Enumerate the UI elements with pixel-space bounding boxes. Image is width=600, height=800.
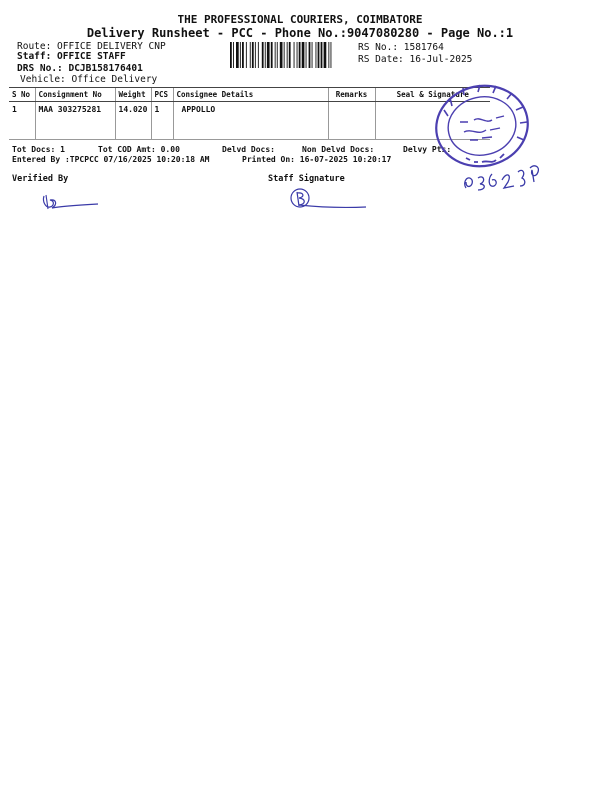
handwritten-number: [460, 156, 550, 196]
non-delivered-docs: Non Delvd Docs:: [302, 145, 375, 154]
col-header-weight: Weight: [115, 88, 151, 102]
printed-on: Printed On: 16-07-2025 10:20:17: [242, 155, 392, 164]
cell-pcs: 1: [151, 102, 173, 140]
staff-signature-label: Staff Signature: [268, 174, 345, 184]
entered-by: Entered By :TPCPCC 07/16/2025 10:20:18 AM: [12, 155, 210, 164]
cell-consignment: MAA 303275281: [35, 102, 115, 140]
delivered-docs: Delvd Docs:: [222, 145, 275, 154]
rs-number: RS No.: 1581764: [358, 42, 444, 53]
company-name: THE PROFESSIONAL COURIERS, COIMBATORE: [177, 13, 423, 26]
col-header-consignee: Consignee Details: [173, 88, 328, 102]
cell-weight: 14.020: [115, 102, 151, 140]
barcode-image: [230, 42, 354, 68]
col-header-consignment: Consignment No: [35, 88, 115, 102]
col-header-sno: S No: [9, 88, 35, 102]
cell-sno: 1: [9, 102, 35, 140]
total-cod-amount: Tot COD Amt: 0.00: [98, 145, 180, 154]
drs-number: DRS No.: DCJB158176401: [17, 63, 143, 74]
staff-signature: [288, 187, 368, 213]
consignment-table: [9, 87, 490, 140]
staff-label: Staff: OFFICE STAFF: [17, 51, 126, 62]
table-header-row: [9, 88, 490, 102]
cell-remarks: [328, 102, 375, 140]
col-header-remarks: Remarks: [328, 88, 375, 102]
verified-by-label: Verified By: [12, 174, 69, 184]
verifier-signature: [40, 192, 102, 212]
table-row: [9, 102, 490, 140]
col-header-pcs: PCS: [151, 88, 173, 102]
total-docs: Tot Docs: 1: [12, 145, 65, 154]
col-header-seal: Seal & Signature: [375, 88, 490, 102]
rs-date: RS Date: 16-Jul-2025: [358, 54, 473, 65]
cell-consignee: APPOLLO: [173, 102, 328, 140]
runsheet-title: Delivery Runsheet - PCC - Phone No.:9047080280 - Page No.:1: [86, 26, 514, 40]
route-label: Route: OFFICE DELIVERY CNP: [17, 41, 166, 52]
vehicle-label: Vehicle: Office Delivery: [20, 74, 158, 85]
delivery-points: Delvy Pts:: [403, 145, 452, 154]
